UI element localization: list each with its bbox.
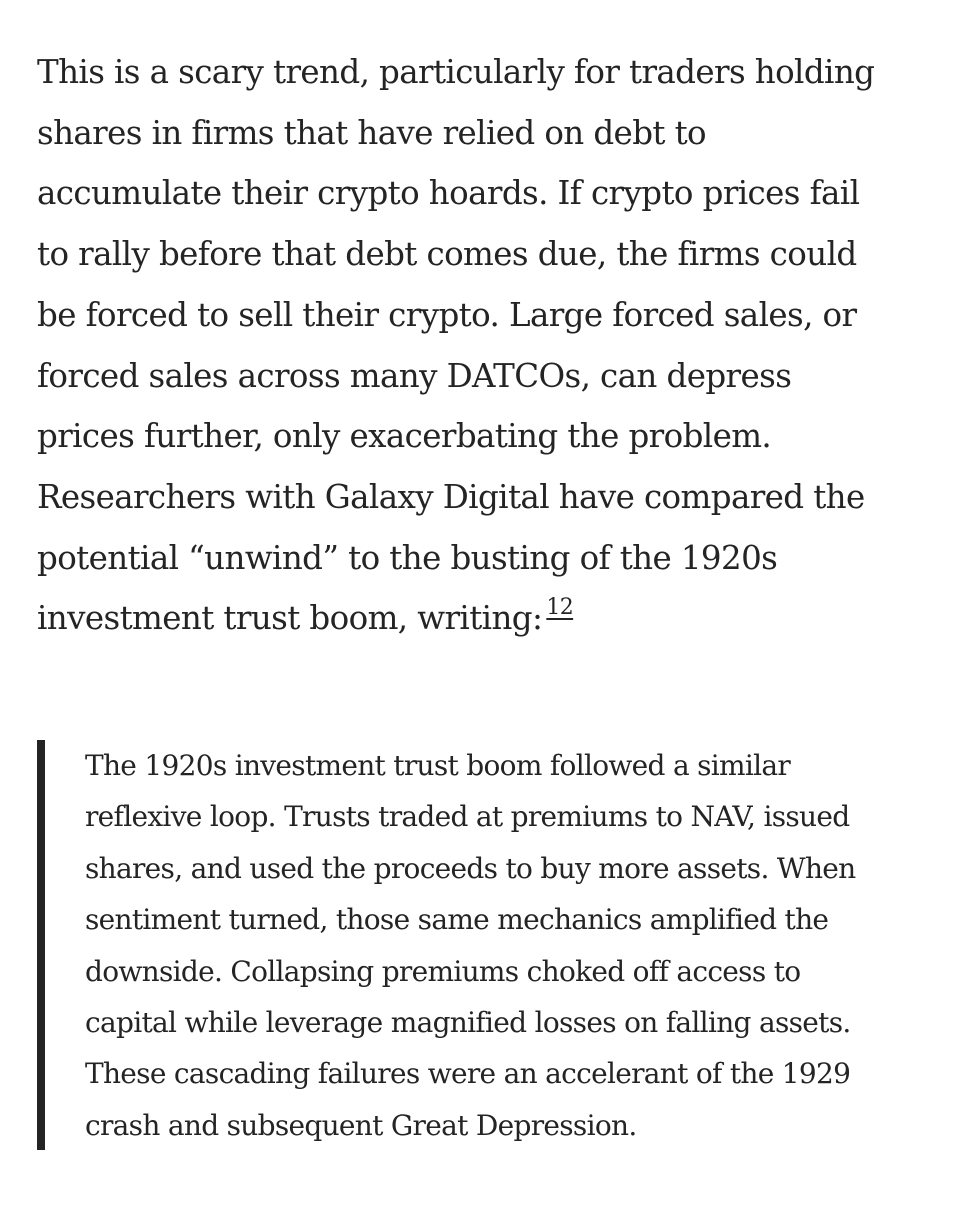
- paragraph-line-text: investment trust boom, writing:: [37, 599, 543, 638]
- quote-line: downside. Collapsing premiums choked off access to: [85, 954, 801, 988]
- body-paragraph: [37, 42, 922, 649]
- paragraph-line: to rally before that debt comes due, the firms could: [37, 235, 857, 274]
- footnote-link[interactable]: 12: [546, 595, 574, 621]
- quote-line: reflexive loop. Trusts traded at premiums to NAV, issued: [85, 800, 850, 834]
- quote-line: These cascading failures were an accelerant of the 1929: [85, 1057, 851, 1091]
- quote-text: [85, 740, 917, 1151]
- paragraph-line: potential “unwind” to the busting of the 1920s: [37, 538, 778, 577]
- paragraph-line: prices further, only exacerbating the problem.: [37, 417, 772, 456]
- quote-line: crash and subsequent Great Depression.: [85, 1108, 637, 1142]
- paragraph-line: accumulate their crypto hoards. If crypto prices fail: [37, 174, 860, 213]
- article-body: [37, 42, 922, 649]
- paragraph-line: Researchers with Galaxy Digital have compared the: [37, 477, 865, 516]
- paragraph-line: This is a scary trend, particularly for traders holding: [37, 53, 875, 91]
- paragraph-line: shares in firms that have relied on debt to: [37, 113, 707, 152]
- block-quote: [37, 740, 917, 1150]
- paragraph-line: be forced to sell their crypto. Large forced sales, or: [37, 295, 857, 334]
- paragraph-line: forced sales across many DATCOs, can depress: [37, 356, 792, 395]
- quote-line: shares, and used the proceeds to buy more assets. When: [85, 851, 856, 885]
- paragraph-last-line: [37, 588, 922, 649]
- quote-line: The 1920s investment trust boom followed a similar: [85, 749, 791, 782]
- quote-line: sentiment turned, those same mechanics amplified the: [85, 903, 829, 937]
- quote-line: capital while leverage magnified losses on falling assets.: [85, 1006, 851, 1040]
